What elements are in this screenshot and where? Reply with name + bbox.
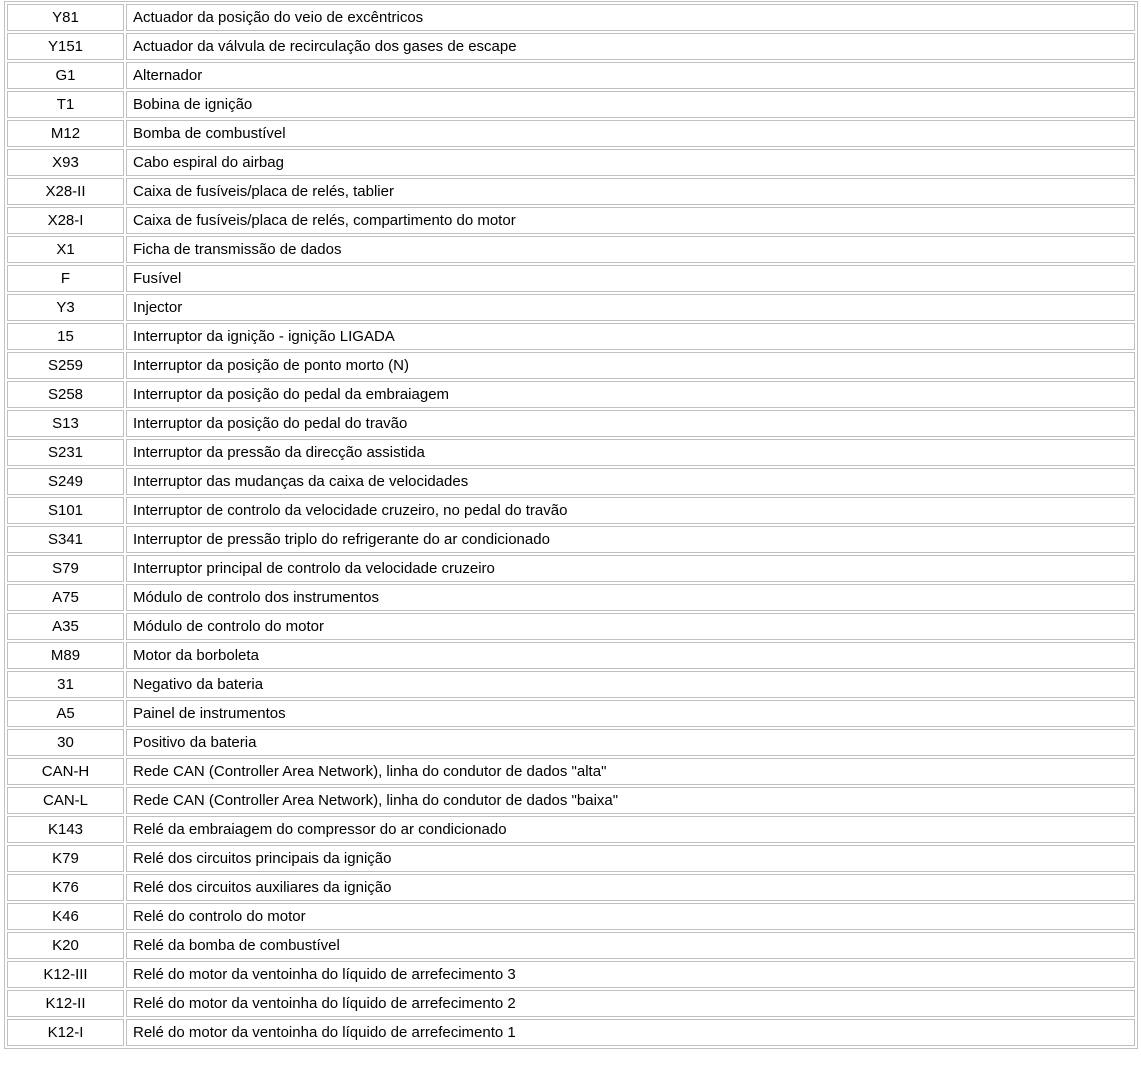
table-row <box>7 642 1135 669</box>
table-row <box>7 439 1135 466</box>
table-row <box>7 584 1135 611</box>
table-row <box>7 236 1135 263</box>
table-row <box>7 874 1135 901</box>
component-description: Painel de instrumentos <box>126 700 1135 727</box>
component-description: Caixa de fusíveis/placa de relés, compartimento do motor <box>126 207 1135 234</box>
component-code: 15 <box>7 323 124 350</box>
component-description: Interruptor da posição de ponto morto (N) <box>126 352 1135 379</box>
component-description: Relé dos circuitos principais da ignição <box>126 845 1135 872</box>
component-description: Actuador da válvula de recirculação dos gases de escape <box>126 33 1135 60</box>
component-code: K76 <box>7 874 124 901</box>
table-row <box>7 381 1135 408</box>
table-row <box>7 555 1135 582</box>
component-code: K12-II <box>7 990 124 1017</box>
table-row <box>7 932 1135 959</box>
table-row <box>7 323 1135 350</box>
table-row <box>7 990 1135 1017</box>
component-description: Relé do motor da ventoinha do líquido de arrefecimento 1 <box>126 1019 1135 1046</box>
component-description: Alternador <box>126 62 1135 89</box>
table-row <box>7 33 1135 60</box>
component-description: Relé do motor da ventoinha do líquido de arrefecimento 3 <box>126 961 1135 988</box>
component-code: K46 <box>7 903 124 930</box>
component-description: Caixa de fusíveis/placa de relés, tablier <box>126 178 1135 205</box>
component-description: Bomba de combustível <box>126 120 1135 147</box>
component-description: Relé dos circuitos auxiliares da ignição <box>126 874 1135 901</box>
component-code: X1 <box>7 236 124 263</box>
component-code: A5 <box>7 700 124 727</box>
component-code: F <box>7 265 124 292</box>
component-code: S259 <box>7 352 124 379</box>
component-code: S231 <box>7 439 124 466</box>
component-code: 31 <box>7 671 124 698</box>
table-row <box>7 120 1135 147</box>
component-description: Interruptor da posição do pedal do travão <box>126 410 1135 437</box>
table-row <box>7 468 1135 495</box>
component-code: Y3 <box>7 294 124 321</box>
component-code: M12 <box>7 120 124 147</box>
table-row <box>7 758 1135 785</box>
component-code: K20 <box>7 932 124 959</box>
component-description: Negativo da bateria <box>126 671 1135 698</box>
component-code: G1 <box>7 62 124 89</box>
table-row <box>7 62 1135 89</box>
table-row <box>7 4 1135 31</box>
component-description: Cabo espiral do airbag <box>126 149 1135 176</box>
component-code: K143 <box>7 816 124 843</box>
component-description: Interruptor de pressão triplo do refrigerante do ar condicionado <box>126 526 1135 553</box>
table-row <box>7 207 1135 234</box>
component-code: M89 <box>7 642 124 669</box>
component-description: Relé do controlo do motor <box>126 903 1135 930</box>
component-description: Módulo de controlo do motor <box>126 613 1135 640</box>
table-row <box>7 613 1135 640</box>
component-code: CAN-L <box>7 787 124 814</box>
component-code: X93 <box>7 149 124 176</box>
table-row <box>7 410 1135 437</box>
component-description: Interruptor de controlo da velocidade cruzeiro, no pedal do travão <box>126 497 1135 524</box>
component-code: S249 <box>7 468 124 495</box>
table-row <box>7 671 1135 698</box>
component-description: Interruptor da ignição - ignição LIGADA <box>126 323 1135 350</box>
component-description: Relé da embraiagem do compressor do ar condicionado <box>126 816 1135 843</box>
component-description: Interruptor principal de controlo da velocidade cruzeiro <box>126 555 1135 582</box>
table-row <box>7 91 1135 118</box>
table-row <box>7 294 1135 321</box>
component-description: Actuador da posição do veio de excêntricos <box>126 4 1135 31</box>
component-legend-table <box>4 1 1138 1049</box>
component-code: S79 <box>7 555 124 582</box>
component-description: Rede CAN (Controller Area Network), linha do condutor de dados "alta" <box>126 758 1135 785</box>
component-code: Y151 <box>7 33 124 60</box>
component-code: S101 <box>7 497 124 524</box>
table-row <box>7 497 1135 524</box>
component-description: Interruptor da pressão da direcção assistida <box>126 439 1135 466</box>
table-row <box>7 352 1135 379</box>
table-row <box>7 729 1135 756</box>
component-code: A75 <box>7 584 124 611</box>
component-description: Módulo de controlo dos instrumentos <box>126 584 1135 611</box>
component-code: 30 <box>7 729 124 756</box>
component-description: Relé do motor da ventoinha do líquido de arrefecimento 2 <box>126 990 1135 1017</box>
table-row <box>7 700 1135 727</box>
table-row <box>7 149 1135 176</box>
component-code: Y81 <box>7 4 124 31</box>
component-code: S258 <box>7 381 124 408</box>
component-description: Motor da borboleta <box>126 642 1135 669</box>
component-description: Ficha de transmissão de dados <box>126 236 1135 263</box>
component-code: K12-I <box>7 1019 124 1046</box>
table-row <box>7 265 1135 292</box>
component-description: Injector <box>126 294 1135 321</box>
component-description: Interruptor da posição do pedal da embraiagem <box>126 381 1135 408</box>
component-code: A35 <box>7 613 124 640</box>
component-description: Relé da bomba de combustível <box>126 932 1135 959</box>
table-row <box>7 903 1135 930</box>
component-code: X28-II <box>7 178 124 205</box>
component-code: S13 <box>7 410 124 437</box>
component-description: Fusível <box>126 265 1135 292</box>
legend-table-body <box>7 4 1135 1046</box>
table-row <box>7 526 1135 553</box>
component-description: Bobina de ignição <box>126 91 1135 118</box>
component-description: Interruptor das mudanças da caixa de velocidades <box>126 468 1135 495</box>
component-code: X28-I <box>7 207 124 234</box>
component-code: K12-III <box>7 961 124 988</box>
component-code: K79 <box>7 845 124 872</box>
component-code: CAN-H <box>7 758 124 785</box>
component-description: Positivo da bateria <box>126 729 1135 756</box>
component-description: Rede CAN (Controller Area Network), linha do condutor de dados "baixa" <box>126 787 1135 814</box>
component-code: T1 <box>7 91 124 118</box>
table-row <box>7 178 1135 205</box>
table-row <box>7 816 1135 843</box>
table-row <box>7 1019 1135 1046</box>
component-code: S341 <box>7 526 124 553</box>
table-row <box>7 787 1135 814</box>
table-row <box>7 845 1135 872</box>
table-row <box>7 961 1135 988</box>
